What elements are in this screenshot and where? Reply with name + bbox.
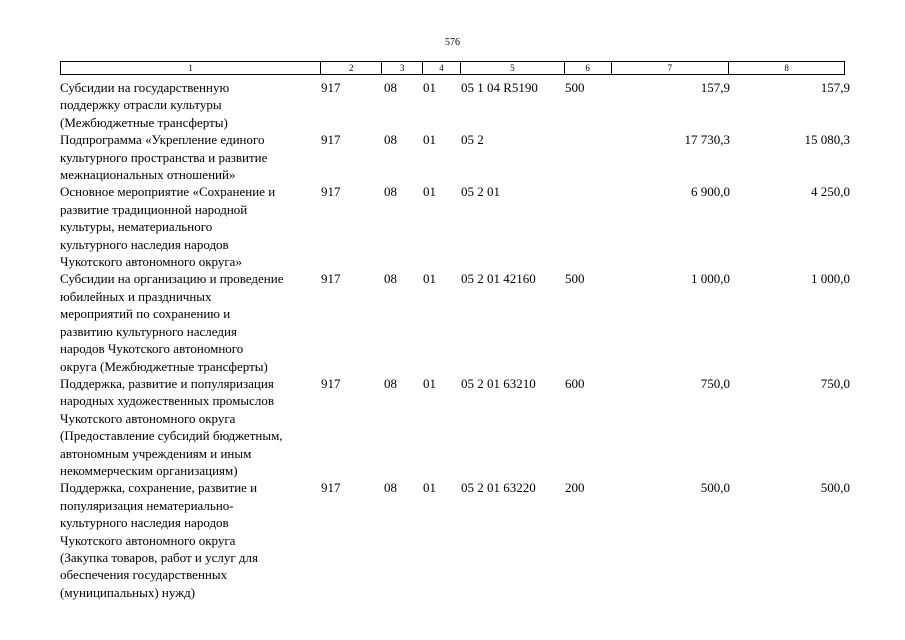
row-col-3: 08 bbox=[384, 375, 397, 391]
row-col-2: 917 bbox=[321, 132, 341, 148]
row-col-7: 500,0 bbox=[700, 480, 730, 496]
header-col-6: 6 bbox=[565, 62, 612, 74]
row-col-8: 500,0 bbox=[820, 480, 850, 496]
row-col-4: 01 bbox=[423, 375, 436, 391]
row-col-7: 750,0 bbox=[700, 375, 730, 391]
row-col-6: 600 bbox=[565, 375, 585, 391]
row-col-3: 08 bbox=[384, 132, 397, 148]
row-col-3: 08 bbox=[384, 184, 397, 200]
page-number: 576 bbox=[445, 37, 460, 48]
table-header bbox=[60, 61, 845, 75]
row-name: Поддержка, сохранение, развитие и популяризация нематериально- культурного наследия народов Чукотского автономного округа (Закупка товаров, работ и услуг для обеспечения государственных (муниципальных) нужд) bbox=[60, 480, 258, 600]
row-name: Субсидии на государственную поддержку отрасли культуры (Межбюджетные трансферты) bbox=[60, 80, 230, 130]
row-col-2: 917 bbox=[321, 480, 341, 496]
row-col-5: 05 2 01 63210 bbox=[461, 375, 536, 391]
table-row bbox=[60, 79, 850, 131]
row-col-7: 157,9 bbox=[700, 80, 730, 95]
header-col-5: 5 bbox=[461, 62, 565, 74]
row-col-7: 1 000,0 bbox=[691, 271, 730, 287]
row-col-8: 15 080,3 bbox=[804, 132, 850, 148]
row-col-5: 05 1 04 R5190 bbox=[461, 80, 538, 95]
header-col-7: 7 bbox=[612, 62, 730, 74]
row-col-4: 01 bbox=[423, 480, 436, 496]
table-row bbox=[60, 479, 850, 601]
row-col-6: 500 bbox=[565, 271, 585, 287]
row-col-8: 1 000,0 bbox=[811, 271, 850, 287]
row-col-2: 917 bbox=[321, 80, 341, 95]
row-col-5: 05 2 01 63220 bbox=[461, 480, 536, 496]
row-name: Поддержка, развитие и популяризация народных художественных промыслов Чукотского автономного округа (Предоставление субсидий бюджетным, автономным учреждениям и иным некоммерческим организациям) bbox=[60, 375, 283, 478]
header-col-8: 8 bbox=[784, 63, 789, 73]
row-name: Субсидии на организацию и проведение юбилейных и праздничных мероприятий по сохранению и развитию культурного наследия народов Чукотского автономного округа (Межбюджетные трансферты) bbox=[60, 271, 284, 374]
row-col-2: 917 bbox=[321, 184, 341, 200]
row-col-2: 917 bbox=[321, 271, 341, 287]
row-col-5: 05 2 01 42160 bbox=[461, 271, 536, 287]
row-col-6: 200 bbox=[565, 480, 585, 496]
table-row bbox=[60, 270, 850, 374]
row-name: Основное мероприятие «Сохранение и развитие традиционной народной культуры, нематериального культурного наследия народов Чукотского автономного округа» bbox=[60, 184, 276, 270]
row-col-3: 08 bbox=[384, 480, 397, 496]
row-name: Подпрограмма «Укрепление единого культурного пространства и развитие межнациональных отношений» bbox=[60, 132, 268, 183]
row-col-8: 4 250,0 bbox=[811, 184, 850, 200]
row-col-5: 05 2 bbox=[461, 132, 484, 148]
table-body bbox=[60, 79, 850, 601]
table-row bbox=[60, 183, 850, 270]
row-col-8: 750,0 bbox=[820, 375, 850, 391]
row-col-7: 6 900,0 bbox=[691, 184, 730, 200]
row-col-8: 157,9 bbox=[820, 80, 850, 95]
row-col-3: 08 bbox=[384, 271, 397, 287]
row-col-6: 500 bbox=[565, 80, 585, 95]
header-col-3: 3 bbox=[382, 62, 423, 74]
header-col-2: 2 bbox=[321, 62, 382, 74]
row-col-4: 01 bbox=[423, 271, 436, 287]
header-col-1: 1 bbox=[61, 62, 321, 74]
row-col-3: 08 bbox=[384, 80, 397, 95]
row-col-4: 01 bbox=[423, 132, 436, 148]
row-col-6 bbox=[565, 131, 612, 183]
row-col-2: 917 bbox=[321, 375, 341, 391]
table-row bbox=[60, 131, 850, 183]
row-col-4: 01 bbox=[423, 80, 436, 95]
row-col-5: 05 2 01 bbox=[461, 184, 500, 200]
row-col-7: 17 730,3 bbox=[684, 132, 730, 148]
row-col-6 bbox=[565, 183, 612, 270]
row-col-4: 01 bbox=[423, 184, 436, 200]
header-col-4: 4 bbox=[423, 62, 461, 74]
table-row bbox=[60, 375, 850, 479]
